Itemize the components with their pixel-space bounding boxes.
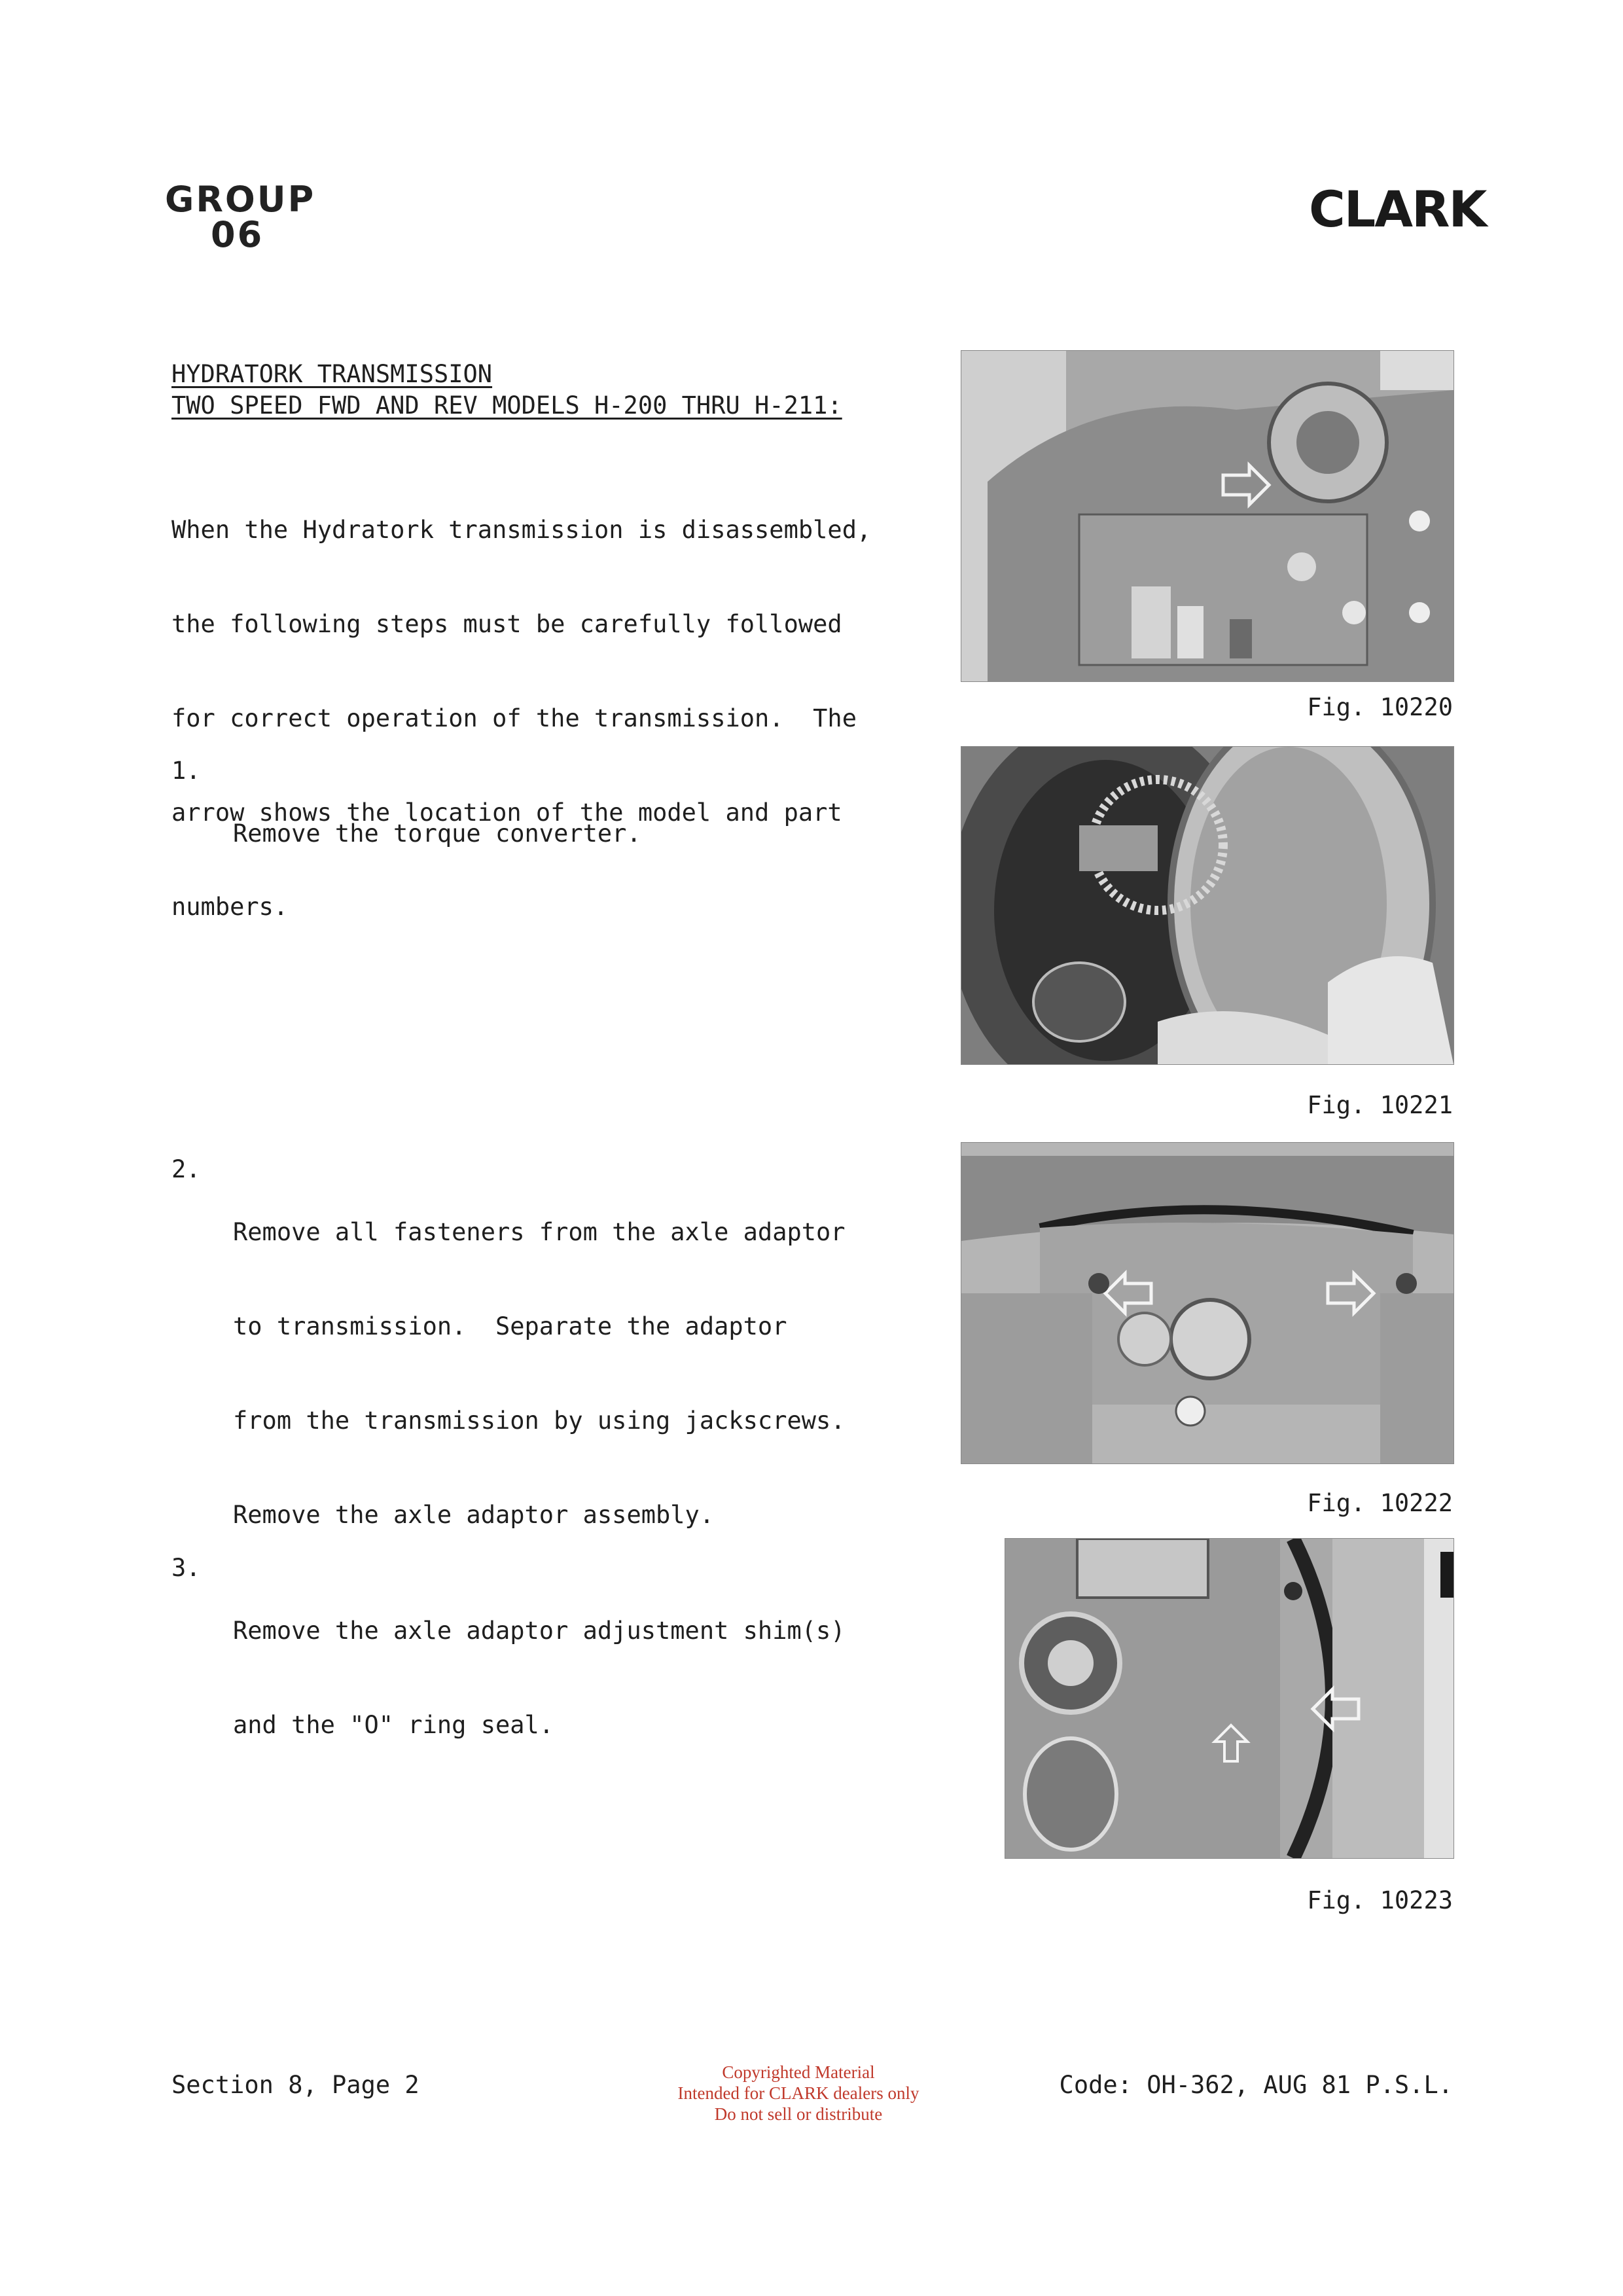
section-heading-line2: TWO SPEED FWD AND REV MODELS H-200 THRU H-211: (171, 391, 842, 420)
copyright-line: Copyrighted Material (722, 2062, 875, 2082)
figure-10221-caption: Fig. 10221 (1307, 1091, 1453, 1119)
step-line: Remove the axle adaptor adjustment shim(s) (233, 1617, 846, 1645)
step-3-number: 3. (171, 1554, 201, 1582)
group-number: 06 (211, 214, 264, 255)
step-line: Remove the torque converter. (233, 819, 641, 848)
figure-10221-photo (961, 746, 1454, 1065)
clark-logo: CLARK (1309, 180, 1486, 238)
intro-line: numbers. (171, 893, 289, 921)
figure-10220-photo (961, 350, 1454, 682)
section-heading-line1: HYDRATORK TRANSMISSION (171, 360, 493, 388)
figure-10223-photo (1005, 1538, 1454, 1859)
copyright-line: Intended for CLARK dealers only (677, 2083, 919, 2103)
footer-code: Code: OH-362, AUG 81 P.S.L. (1059, 2071, 1453, 2099)
figure-10220-caption: Fig. 10220 (1307, 693, 1453, 721)
intro-line: arrow shows the location of the model and part (171, 798, 842, 827)
figure-10222-photo (961, 1142, 1454, 1464)
step-line: to transmission. Separate the adaptor (233, 1312, 787, 1340)
step-2-number: 2. (171, 1155, 201, 1183)
step-line: Remove the axle adaptor assembly. (233, 1501, 715, 1529)
step-line: and the "O" ring seal. (233, 1711, 554, 1739)
step-2-text (233, 1154, 846, 1562)
step-1-number: 1. (171, 757, 201, 785)
group-label: GROUP (165, 179, 316, 220)
intro-line: the following steps must be carefully followed (171, 610, 842, 638)
intro-line: for correct operation of the transmission. The (171, 704, 857, 732)
footer-section-page: Section 8, Page 2 (171, 2071, 419, 2099)
figure-10222-caption: Fig. 10222 (1307, 1489, 1453, 1517)
copyright-notice (641, 2062, 955, 2125)
step-1-text (233, 755, 641, 881)
step-3-text (233, 1552, 846, 1772)
figure-10223-caption: Fig. 10223 (1307, 1886, 1453, 1914)
intro-line: When the Hydratork transmission is disassembled, (171, 516, 872, 544)
step-line: from the transmission by using jackscrews. (233, 1407, 846, 1435)
step-line: Remove all fasteners from the axle adaptor (233, 1218, 846, 1246)
copyright-line: Do not sell or distribute (714, 2104, 883, 2124)
